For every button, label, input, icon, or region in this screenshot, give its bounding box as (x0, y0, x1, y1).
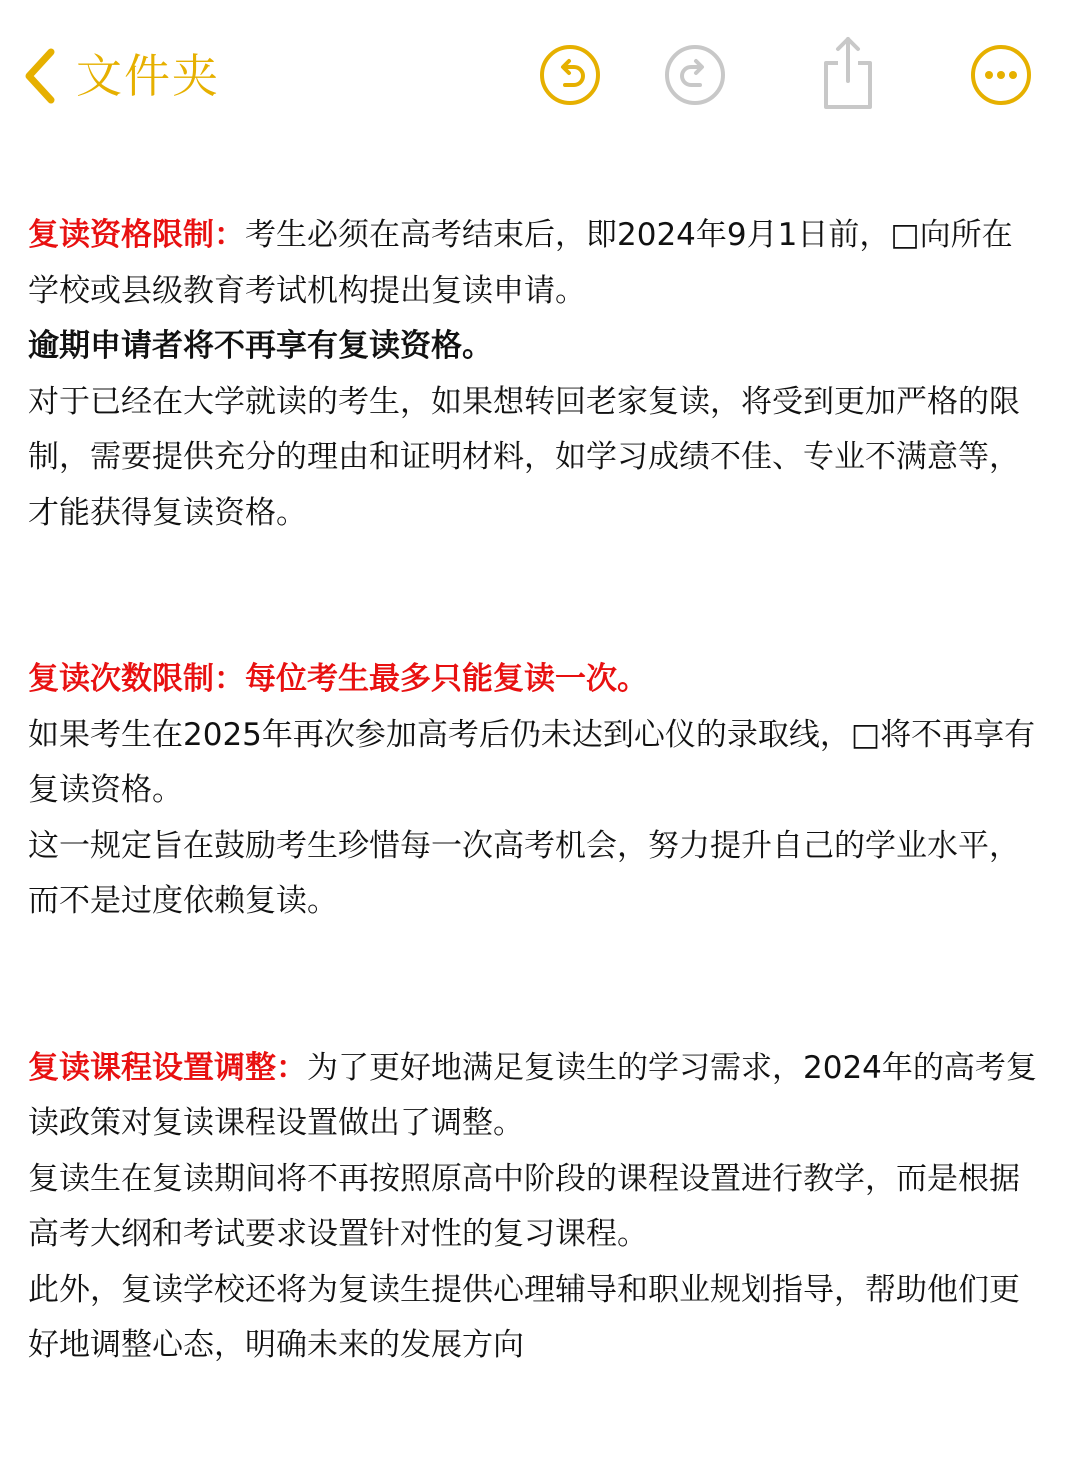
section-gap (28, 541, 1038, 652)
count-limit-text-cont: 将不再享有复读资格。 (28, 716, 1036, 808)
eligibility-text: 考生必须在高考结束后，即2024年9月1日前， (245, 217, 891, 253)
back-label: 文件夹 (76, 49, 220, 103)
heading-eligibility: 复读资格限制： (28, 217, 245, 253)
eligibility-deadline-note: 逾期申请者将不再享有复读资格。 (28, 328, 493, 364)
redo-icon (663, 43, 727, 107)
undo-icon (538, 43, 602, 107)
heading-curriculum: 复读课程设置调整： (28, 1049, 307, 1086)
share-button[interactable] (816, 35, 880, 111)
more-icon (969, 43, 1033, 107)
undo-button[interactable] (538, 43, 602, 107)
section-count-limit (28, 652, 1038, 708)
share-icon (816, 35, 880, 111)
eligibility-university-para: 对于已经在大学就读的考生，如果想转回老家复读，将受到更加严格的限制，需要提供充分的理由和证明材料，如学习成绩不佳、专业不满意等，才能获得复读资格。 (28, 383, 1020, 531)
missing-glyph: □ (890, 217, 920, 253)
curriculum-text: 为了更好地满足复读生的学习需求，2024年的高考复读政策对复读课程设置做出了调整。 (28, 1049, 1037, 1141)
redo-button[interactable] (663, 43, 727, 107)
section-curriculum (28, 1041, 1038, 1152)
section-eligibility (28, 208, 1038, 319)
missing-glyph: □ (850, 716, 881, 753)
section-gap (28, 930, 1038, 1041)
heading-count-limit: 复读次数限制： (28, 661, 245, 697)
curriculum-para: 复读生在复读期间将不再按照原高中阶段的课程设置进行教学，而是根据高考大纲和考试要求设置针对性的复习课程。 (28, 1160, 1020, 1252)
count-limit-para (28, 708, 1038, 819)
curriculum-support-para: 此外，复读学校还将为复读生提供心理辅导和职业规划指导，帮助他们更好地调整心态，明确未来的发展方向 (28, 1271, 1020, 1363)
count-limit-rule: 每位考生最多只能复读一次。 (245, 661, 648, 697)
more-button[interactable] (969, 43, 1033, 107)
count-limit-text: 如果考生在2025年再次参加高考后仍未达到心仪的录取线， (28, 716, 851, 753)
count-limit-purpose-para: 这一规定旨在鼓励考生珍惜每一次高考机会，努力提升自己的学业水平，而不是过度依赖复读。 (28, 827, 1020, 919)
back-button[interactable] (22, 40, 220, 112)
note-toolbar (0, 0, 1080, 150)
note-body[interactable] (28, 208, 1038, 1374)
eligibility-text-cont: 向所在学校或县级教育考试机构提出复读申请。 (28, 217, 1013, 309)
chevron-left-icon (22, 46, 56, 106)
